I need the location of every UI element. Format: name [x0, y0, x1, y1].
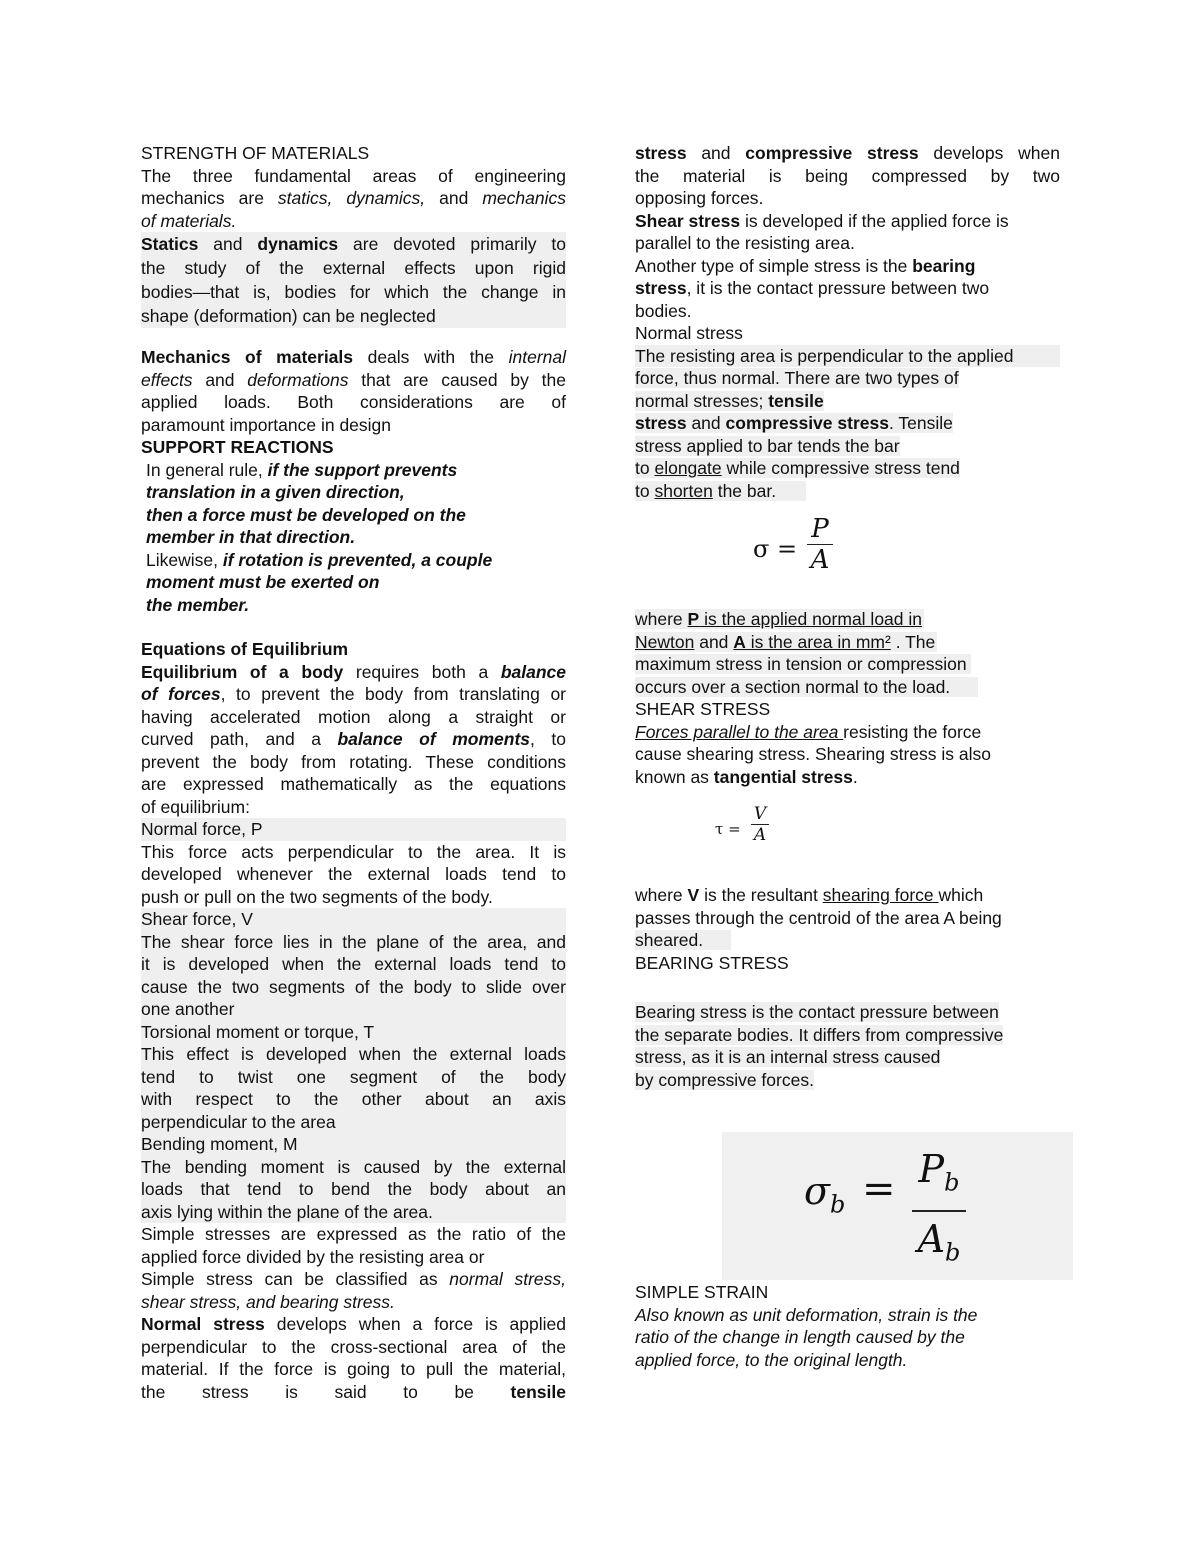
- formula-lhs: τ =: [715, 820, 741, 838]
- normal-stress-desc-line: normal stresses; tensile: [635, 390, 824, 411]
- bending-moment-title: Bending moment, M: [141, 1133, 566, 1156]
- mechanics-paragraph-line: paramount importance in design: [141, 414, 392, 435]
- formula-equals: =: [862, 1166, 896, 1212]
- mechanics-paragraph-line: applied loads. Both considerations are of: [141, 392, 566, 412]
- torque-line: This effect is developed when the external loads: [141, 1044, 566, 1064]
- torque-line: with respect to the other about an axis: [141, 1089, 566, 1109]
- statics-paragraph-line: the study of the external effects upon rigid: [141, 258, 566, 278]
- normal-stress-desc-line: to elongate while compressive stress tend: [635, 458, 960, 478]
- formula-fraction: [912, 1142, 966, 1279]
- equilibrium-line: are expressed mathematically as the equations: [141, 774, 566, 794]
- normal-stress-desc-line: The resisting area is perpendicular to the applied: [635, 345, 1060, 368]
- normal-force-line: developed whenever the external loads tend to: [141, 864, 566, 884]
- stress-line: stress, it is the contact pressure between two: [635, 278, 990, 298]
- bending-moment-line: The bending moment is caused by the external: [141, 1156, 566, 1177]
- bending-moment-line: loads that tend to bend the body about an: [141, 1179, 566, 1199]
- torque-line: perpendicular to the area: [141, 1111, 566, 1134]
- bending-moment-line: axis lying within the plane of the area.: [141, 1201, 566, 1224]
- normal-stress-desc-line: to shorten the bar.: [635, 480, 1060, 503]
- equilibrium-line: Equilibrium of a body requires both a balance: [141, 661, 567, 682]
- document-title: STRENGTH OF MATERIALS: [141, 143, 370, 163]
- equilibrium-line: having accelerated motion along a straight or: [141, 706, 566, 727]
- normal-force-line: push or pull on the two segments of the body.: [141, 886, 493, 907]
- shear-stress-line: cause shearing stress. Shearing stress is also: [635, 744, 991, 764]
- stress-line: opposing forces.: [635, 188, 764, 208]
- shear-stress-heading: SHEAR STRESS: [635, 699, 771, 719]
- formula-denominator: A: [753, 825, 767, 845]
- right-column: [635, 142, 1060, 1091]
- where-line: Newton and A is the area in mm² . The: [635, 631, 936, 652]
- bearing-line: by compressive forces.: [635, 1069, 814, 1090]
- stress-line: Shear stress is developed if the applied force is: [635, 210, 1009, 231]
- formula-denominator: A: [810, 545, 830, 575]
- formula-numerator: P: [811, 514, 829, 544]
- formula-fraction: [807, 514, 833, 575]
- simple-stress-line: applied force divided by the resisting area or: [141, 1246, 485, 1267]
- bearing-stress-formula: [722, 1132, 1073, 1280]
- support-reactions-block: [141, 459, 566, 617]
- support-line: then a force must be developed on the: [146, 504, 466, 525]
- shear-force-line: it is developed when the external loads tend to: [141, 954, 566, 974]
- shear-force-line: one another: [141, 998, 566, 1021]
- shear-force-line: The shear force lies in the plane of the area, and: [141, 931, 566, 952]
- support-line: Likewise, if rotation is prevented, a couple: [146, 549, 493, 570]
- where-v-line: passes through the centroid of the area A being: [635, 907, 1002, 928]
- where-line: where P is the applied normal load in: [635, 609, 922, 629]
- formula-lhs: σ =: [753, 535, 798, 563]
- where-v-line: where V is the resultant shearing force which: [635, 885, 984, 905]
- torque-title: Torsional moment or torque, T: [141, 1021, 566, 1044]
- simple-stress-line: Simple stresses are expressed as the ratio of the: [141, 1224, 566, 1244]
- equilibrium-heading: Equations of Equilibrium: [141, 639, 349, 659]
- formula-fraction: [751, 804, 769, 845]
- shear-stress-line: Forces parallel to the area resisting the force: [635, 721, 982, 742]
- simple-strain-section: [635, 1281, 1060, 1371]
- formula-numerator: $P_b$: [918, 1147, 960, 1197]
- shear-force-line: cause the two segments of the body to slide over: [141, 976, 566, 997]
- normal-stress-desc-line: stress applied to bar tends the bar: [635, 435, 900, 456]
- normal-force-line: This force acts perpendicular to the area. It is: [141, 841, 566, 862]
- stress-line: stress and compressive stress develops when: [635, 143, 1060, 163]
- support-line: the member.: [146, 594, 250, 615]
- normal-force-title: Normal force, P: [141, 818, 566, 841]
- support-reactions-heading: SUPPORT REACTIONS: [141, 437, 334, 457]
- normal-stress-desc-line: force, thus normal. There are two types of: [635, 368, 959, 388]
- strain-line: applied force, to the original length.: [635, 1349, 908, 1370]
- normal-stress-desc-line: stress and compressive stress. Tensile: [635, 413, 953, 433]
- bearing-line: stress, as it is an internal stress caused: [635, 1047, 941, 1067]
- formula-denominator: $A_b$: [917, 1216, 961, 1267]
- strain-line: Also known as unit deformation, strain is the: [635, 1304, 978, 1325]
- statics-paragraph-line: bodies—that is, bodies for which the change in: [141, 282, 566, 302]
- shear-stress-formula: [635, 788, 1060, 884]
- bearing-stress-heading: BEARING STRESS: [635, 952, 789, 973]
- equilibrium-line: of forces, to prevent the body from translating or: [141, 684, 566, 704]
- statics-paragraph-line: shape (deformation) can be neglected: [141, 304, 566, 328]
- intro-line: mechanics are statics, dynamics, and mechanics: [141, 188, 566, 208]
- support-line: translation in a given direction,: [146, 482, 405, 502]
- where-line: maximum stress in tension or compression: [635, 653, 1060, 676]
- statics-paragraph-line: Statics and dynamics are devoted primarily to: [141, 234, 566, 254]
- simple-stress-line: Simple stress can be classified as normal stress,: [141, 1269, 566, 1289]
- support-line: member in that direction.: [146, 527, 356, 547]
- stress-line: Another type of simple stress is the bearing: [635, 255, 976, 276]
- stress-line: parallel to the resisting area.: [635, 233, 855, 253]
- support-line: moment must be exerted on: [146, 572, 380, 592]
- bearing-line: the separate bodies. It differs from compressive: [635, 1024, 1004, 1045]
- mechanics-paragraph-line: Mechanics of materials deals with the internal: [141, 347, 567, 367]
- intro-line: The three fundamental areas of engineering: [141, 165, 566, 186]
- normal-stress-line: perpendicular to the cross-sectional area of the: [141, 1336, 566, 1357]
- normal-stress-title: Normal stress: [635, 323, 743, 343]
- bearing-line: Bearing stress is the contact pressure between: [635, 1002, 999, 1022]
- normal-stress-line: Normal stress develops when a force is applied: [141, 1314, 566, 1334]
- intro-line: of materials.: [141, 210, 237, 231]
- normal-stress-line: the stress is said to be tensile: [141, 1381, 566, 1402]
- torque-line: tend to twist one segment of the body: [141, 1066, 566, 1087]
- left-column: [141, 142, 566, 1403]
- simple-strain-heading: SIMPLE STRAIN: [635, 1282, 769, 1302]
- stress-line: the material is being compressed by two: [635, 165, 1060, 186]
- normal-stress-line: material. If the force is going to pull the material,: [141, 1359, 566, 1379]
- where-v-line: sheared.: [635, 929, 1060, 952]
- equilibrium-line: prevent the body from rotating. These conditions: [141, 751, 566, 772]
- simple-stress-line: shear stress, and bearing stress.: [141, 1291, 395, 1312]
- normal-stress-formula: [635, 502, 1060, 608]
- formula-numerator: V: [753, 804, 767, 824]
- strain-line: ratio of the change in length caused by the: [635, 1327, 965, 1347]
- formula-lhs: $\sigma_b$: [804, 1169, 846, 1219]
- shear-stress-line: known as tangential stress.: [635, 766, 858, 787]
- mechanics-paragraph-line: effects and deformations that are caused by the: [141, 369, 566, 390]
- where-line: occurs over a section normal to the load.: [635, 676, 1060, 699]
- equilibrium-line: of equilibrium:: [141, 796, 250, 817]
- shear-force-title: Shear force, V: [141, 908, 566, 931]
- equilibrium-line: curved path, and a balance of moments, to: [141, 729, 566, 749]
- support-line: In general rule, if the support prevents: [146, 459, 458, 480]
- stress-line: bodies.: [635, 300, 692, 321]
